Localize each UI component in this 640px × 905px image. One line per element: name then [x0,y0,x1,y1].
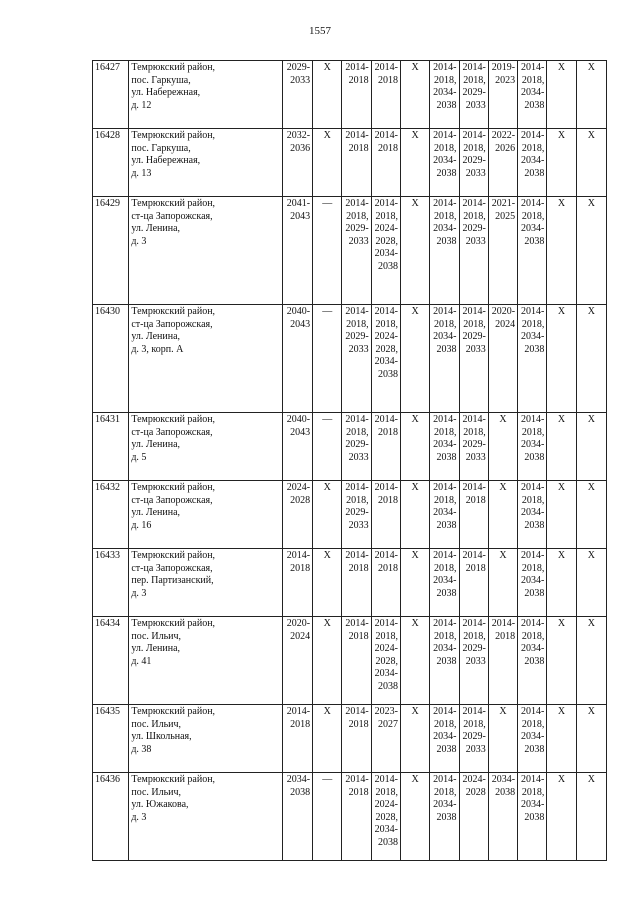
repair-period-cell: X [400,413,429,481]
address-cell: Темрюкский район, пос. Ильич, ул. Ленина, д. 41 [129,617,282,705]
row-number: 16434 [93,617,129,705]
repair-period-cell: 2014- 2018, 2029- 2033 [459,61,488,129]
repair-period-cell: 2014- 2018, 2029- 2033 [342,413,371,481]
repair-period-cell: 2014- 2018, 2034- 2038 [430,617,459,705]
repair-period-cell: X [400,481,429,549]
repair-period-cell: 2014- 2018, 2034- 2038 [518,305,547,413]
repair-period-cell: 2014- 2018, 2034- 2038 [518,549,547,617]
repair-period-cell: 2014- 2018, 2024- 2028, 2034- 2038 [371,617,400,705]
repair-period-cell: X [576,61,606,129]
repair-period-cell: 2040- 2043 [282,413,312,481]
row-number: 16428 [93,129,129,197]
repair-period-cell: 2034- 2038 [282,773,312,861]
address-cell: Темрюкский район, ст-ца Запорожская, ул. Ленина, д. 16 [129,481,282,549]
repair-period-cell: 2014- 2018 [371,61,400,129]
table-row [93,617,607,705]
address-cell: Темрюкский район, пос. Гаркуша, ул. Набережная, д. 13 [129,129,282,197]
row-number: 16430 [93,305,129,413]
repair-period-cell: 2014- 2018, 2034- 2038 [518,197,547,305]
repair-period-cell: 2014- 2018 [342,705,371,773]
repair-period-cell: X [576,549,606,617]
repair-period-cell: 2014- 2018 [488,617,517,705]
repair-period-cell: 2014- 2018 [371,549,400,617]
repair-period-cell: 2014- 2018, 2034- 2038 [430,481,459,549]
address-cell: Темрюкский район, ст-ца Запорожская, ул. Ленина, д. 3, корп. А [129,305,282,413]
repair-period-cell: X [576,129,606,197]
repair-period-cell: 2014- 2018, 2034- 2038 [430,773,459,861]
repair-period-cell: 2014- 2018, 2024- 2028, 2034- 2038 [371,197,400,305]
row-number: 16427 [93,61,129,129]
row-number: 16435 [93,705,129,773]
repair-period-cell: X [400,549,429,617]
repair-period-cell: 2014- 2018, 2029- 2033 [459,129,488,197]
repair-period-cell: 2014- 2018, 2029- 2033 [342,197,371,305]
repair-period-cell: X [547,197,576,305]
repair-period-cell: 2014- 2018, 2034- 2038 [430,549,459,617]
housing-registry-table [92,60,607,861]
address-cell: Темрюкский район, пос. Ильич, ул. Школьная, д. 38 [129,705,282,773]
repair-period-cell: X [576,481,606,549]
repair-period-cell: X [313,481,342,549]
repair-period-cell: 2014- 2018, 2029- 2033 [459,617,488,705]
repair-period-cell: 2014- 2018, 2029- 2033 [342,481,371,549]
repair-period-cell: 2014- 2018, 2034- 2038 [518,617,547,705]
repair-period-cell: X [313,705,342,773]
repair-period-cell: X [547,61,576,129]
repair-period-cell: X [488,413,517,481]
address-cell: Темрюкский район, пос. Ильич, ул. Южакова, д. 3 [129,773,282,861]
repair-period-cell: 2014- 2018 [371,413,400,481]
repair-period-cell: X [576,197,606,305]
repair-period-cell: 2014- 2018, 2034- 2038 [430,305,459,413]
repair-period-cell: X [547,413,576,481]
repair-period-cell: 2014- 2018, 2034- 2038 [518,61,547,129]
repair-period-cell: 2014- 2018 [459,481,488,549]
repair-period-cell: X [488,705,517,773]
repair-period-cell: X [547,305,576,413]
repair-period-cell: 2014- 2018, 2029- 2033 [459,197,488,305]
table-row [93,549,607,617]
repair-period-cell: 2022- 2026 [488,129,517,197]
repair-period-cell: X [547,129,576,197]
repair-period-cell: X [547,481,576,549]
repair-period-cell: 2014- 2018, 2034- 2038 [430,705,459,773]
repair-period-cell: X [576,305,606,413]
table-row [93,481,607,549]
repair-period-cell: X [547,773,576,861]
repair-period-cell: 2014- 2018 [342,61,371,129]
repair-period-cell: — [313,305,342,413]
repair-period-cell: — [313,413,342,481]
repair-period-cell: 2014- 2018, 2034- 2038 [518,129,547,197]
repair-period-cell: 2040- 2043 [282,305,312,413]
repair-period-cell: X [547,617,576,705]
repair-period-cell: X [576,413,606,481]
repair-period-cell: 2014- 2018 [342,129,371,197]
row-number: 16429 [93,197,129,305]
repair-period-cell: 2014- 2018, 2024- 2028, 2034- 2038 [371,773,400,861]
repair-period-cell: 2014- 2018 [342,773,371,861]
repair-period-cell: X [313,129,342,197]
table-row [93,197,607,305]
repair-period-cell: 2014- 2018 [342,617,371,705]
repair-period-cell: 2019- 2023 [488,61,517,129]
repair-period-cell: X [576,705,606,773]
repair-period-cell: 2024- 2028 [459,773,488,861]
repair-period-cell: 2014- 2018 [282,705,312,773]
repair-period-cell: 2020- 2024 [488,305,517,413]
repair-period-cell: X [576,773,606,861]
repair-period-cell: 2024- 2028 [282,481,312,549]
repair-period-cell: X [400,705,429,773]
repair-period-cell: 2014- 2018, 2034- 2038 [518,481,547,549]
repair-period-cell: 2032- 2036 [282,129,312,197]
table-row [93,305,607,413]
repair-period-cell: 2014- 2018, 2024- 2028, 2034- 2038 [371,305,400,413]
repair-period-cell: X [313,549,342,617]
repair-period-cell: 2014- 2018, 2034- 2038 [430,413,459,481]
row-number: 16436 [93,773,129,861]
row-number: 16432 [93,481,129,549]
table-row [93,705,607,773]
repair-period-cell: X [400,305,429,413]
table-row [93,61,607,129]
address-cell: Темрюкский район, ст-ца Запорожская, ул. Ленина, д. 3 [129,197,282,305]
table-row [93,413,607,481]
repair-period-cell: X [547,705,576,773]
address-cell: Темрюкский район, пос. Гаркуша, ул. Набережная, д. 12 [129,61,282,129]
repair-period-cell: 2014- 2018 [371,481,400,549]
repair-period-cell: 2014- 2018, 2034- 2038 [518,705,547,773]
row-number: 16431 [93,413,129,481]
repair-period-cell: X [313,617,342,705]
page-number: 1557 [309,25,331,37]
row-number: 16433 [93,549,129,617]
repair-period-cell: — [313,197,342,305]
repair-period-cell: 2014- 2018 [371,129,400,197]
table-row [93,773,607,861]
repair-period-cell: X [400,129,429,197]
repair-period-cell: X [547,549,576,617]
repair-period-cell: X [488,481,517,549]
address-cell: Темрюкский район, ст-ца Запорожская, ул. Ленина, д. 5 [129,413,282,481]
repair-period-cell: 2020- 2024 [282,617,312,705]
repair-period-cell: 2041- 2043 [282,197,312,305]
repair-period-cell: 2014- 2018 [459,549,488,617]
repair-period-cell: 2014- 2018, 2029- 2033 [459,413,488,481]
repair-period-cell: 2014- 2018, 2034- 2038 [430,197,459,305]
repair-period-cell: X [313,61,342,129]
repair-period-cell: 2014- 2018 [282,549,312,617]
repair-period-cell: 2029- 2033 [282,61,312,129]
repair-period-cell: 2014- 2018 [342,549,371,617]
repair-period-cell: — [313,773,342,861]
repair-period-cell: 2014- 2018, 2034- 2038 [518,773,547,861]
address-cell: Темрюкский район, ст-ца Запорожская, пер. Партизанский, д. 3 [129,549,282,617]
repair-period-cell: 2014- 2018, 2034- 2038 [518,413,547,481]
repair-period-cell: X [400,61,429,129]
repair-period-cell: X [488,549,517,617]
repair-period-cell: X [400,197,429,305]
repair-period-cell: 2034- 2038 [488,773,517,861]
repair-period-cell: X [400,773,429,861]
repair-period-cell: 2014- 2018, 2029- 2033 [459,705,488,773]
repair-period-cell: X [400,617,429,705]
repair-period-cell: 2023- 2027 [371,705,400,773]
repair-period-cell: X [576,617,606,705]
repair-period-cell: 2021- 2025 [488,197,517,305]
repair-period-cell: 2014- 2018, 2029- 2033 [342,305,371,413]
table-row [93,129,607,197]
repair-period-cell: 2014- 2018, 2034- 2038 [430,129,459,197]
repair-period-cell: 2014- 2018, 2034- 2038 [430,61,459,129]
repair-period-cell: 2014- 2018, 2029- 2033 [459,305,488,413]
